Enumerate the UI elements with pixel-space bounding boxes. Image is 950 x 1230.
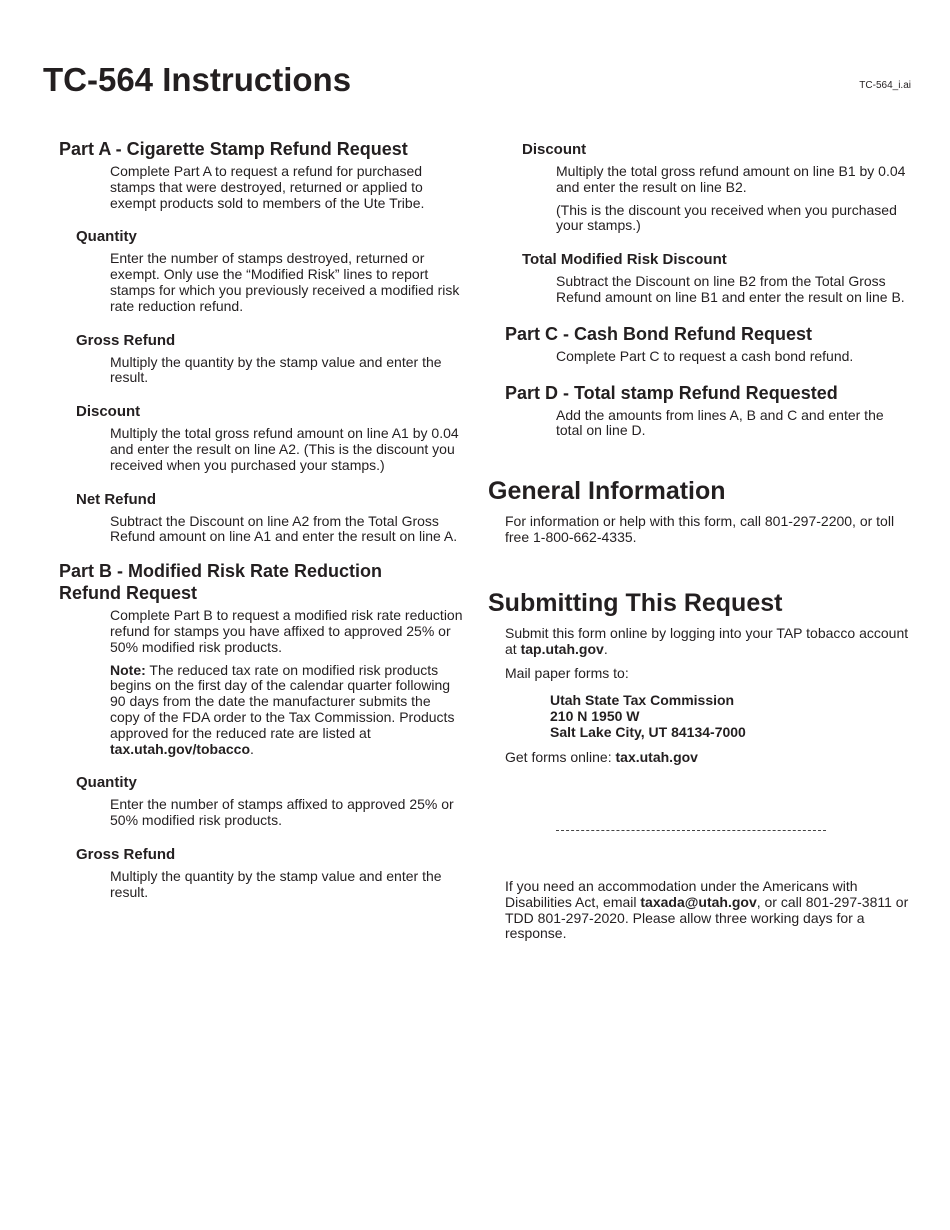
part-b-discount-heading: Discount xyxy=(522,141,587,158)
address-line2: 210 N 1950 W xyxy=(550,708,640,725)
part-c-text: Complete Part C to request a cash bond refund. xyxy=(556,347,854,364)
part-a-gross-refund-text: Multiply the quantity by the stamp value and enter the result. xyxy=(110,353,442,386)
part-b-note xyxy=(110,663,464,758)
divider xyxy=(556,830,826,831)
part-b-total-modified-text: Subtract the Discount on line B2 from the Total Gross Refund amount on line B1 and enter the result on line B. xyxy=(556,273,905,305)
part-b-intro: Complete Part B to request a modified risk rate reduction refund for stamps you have affixed to approved 25% or 50% modified risk products. xyxy=(110,607,463,655)
part-b-total-modified-heading: Total Modified Risk Discount xyxy=(522,251,727,269)
file-id: TC-564_i.ai xyxy=(859,80,911,91)
part-a-heading: Part A - Cigarette Stamp Refund Request xyxy=(59,139,408,159)
address-line3: Salt Lake City, UT 84134-7000 xyxy=(550,724,746,741)
part-a-gross-refund-heading: Gross Refund xyxy=(76,331,176,349)
part-b-heading-line1: Part B - Modified Risk Rate Reduction xyxy=(59,561,383,582)
get-forms-text: Get forms online: tax.utah.gov xyxy=(505,749,698,766)
part-d-heading: Part D - Total stamp Refund Requested xyxy=(505,382,838,403)
mail-label: Mail paper forms to: xyxy=(505,665,629,682)
part-b-note-text: The reduced tax rate on modified risk products begins on the first day of the calendar quarter following 90 days from the date the manufacturer submits the copy of the FDA order to the Tax Commission. Products approved for the reduced rate are listed at xyxy=(110,661,455,741)
part-a-discount-text: Multiply the total gross refund amount on line A1 by 0.04 and enter the result on line A2. (This is the discount you received when you purchased your stamps.) xyxy=(110,425,459,473)
tap-link[interactable]: tap.utah.gov xyxy=(520,640,604,657)
right-column xyxy=(488,138,913,942)
part-b-gross-refund-heading: Gross Refund xyxy=(76,845,176,863)
part-a-net-refund-heading: Net Refund xyxy=(76,490,156,508)
part-d-text: Add the amounts from lines A, B and C and enter the total on line D. xyxy=(556,406,884,439)
address-line1: Utah State Tax Commission xyxy=(550,692,735,709)
part-b-quantity-text: Enter the number of stamps affixed to approved 25% or 50% modified risk products. xyxy=(110,796,454,829)
part-c-heading: Part C - Cash Bond Refund Request xyxy=(505,323,813,344)
part-b-gross-refund-text: Multiply the quantity by the stamp value and enter the result. xyxy=(110,867,442,900)
part-a-discount-heading: Discount xyxy=(76,403,141,421)
mailing-address xyxy=(550,692,913,740)
part-a-quantity-text: Enter the number of stamps destroyed, returned or exempt. Only use the “Modified Risk” lines to report stamps for which you previously received a modified risk rate reduction refund. xyxy=(110,250,460,314)
part-a-intro: Complete Part A to request a refund for purchased stamps that were destroyed, returned or applied to exempt products sold to members of the Ute Tribe. xyxy=(110,163,425,211)
tax-utah-link[interactable]: tax.utah.gov xyxy=(615,749,698,766)
part-b-note-label: Note: xyxy=(110,661,146,678)
part-b-discount-text2: (This is the discount you received when you purchased your stamps.) xyxy=(556,201,897,234)
general-info-text: For information or help with this form, call 801-297-2200, or toll free 1-800-662-4335. xyxy=(505,513,895,545)
part-a-quantity-heading: Quantity xyxy=(76,228,137,246)
part-b-heading-line2: Refund Request xyxy=(59,583,198,604)
part-b-discount-text1: Multiply the total gross refund amount on line B1 by 0.04 and enter the result on line B2. xyxy=(556,163,906,195)
part-a-net-refund-text: Subtract the Discount on line A2 from the Total Gross Refund amount on line A1 and enter the result on line A. xyxy=(110,512,458,545)
submitting-heading: Submitting This Request xyxy=(488,588,783,617)
ada-email-link[interactable]: taxada@utah.gov xyxy=(640,893,757,910)
submit-online-text: Submit this form online by logging into your TAP tobacco account at tap.utah.gov. xyxy=(505,624,909,657)
part-b-heading xyxy=(59,560,464,604)
part-b-quantity-heading: Quantity xyxy=(76,774,137,792)
general-info-heading: General Information xyxy=(488,477,726,506)
page-title: TC-564 Instructions xyxy=(43,61,352,98)
left-column xyxy=(59,138,464,901)
accommodation-text: If you need an accommodation under the Americans with Disabilities Act, email taxada@utah.gov, or call 801-297-3811 or TDD 801-297-2020. Please allow three working days for a response. xyxy=(505,877,909,942)
part-b-note-end: . xyxy=(250,740,254,757)
tobacco-link[interactable]: tax.utah.gov/tobacco xyxy=(110,740,251,757)
